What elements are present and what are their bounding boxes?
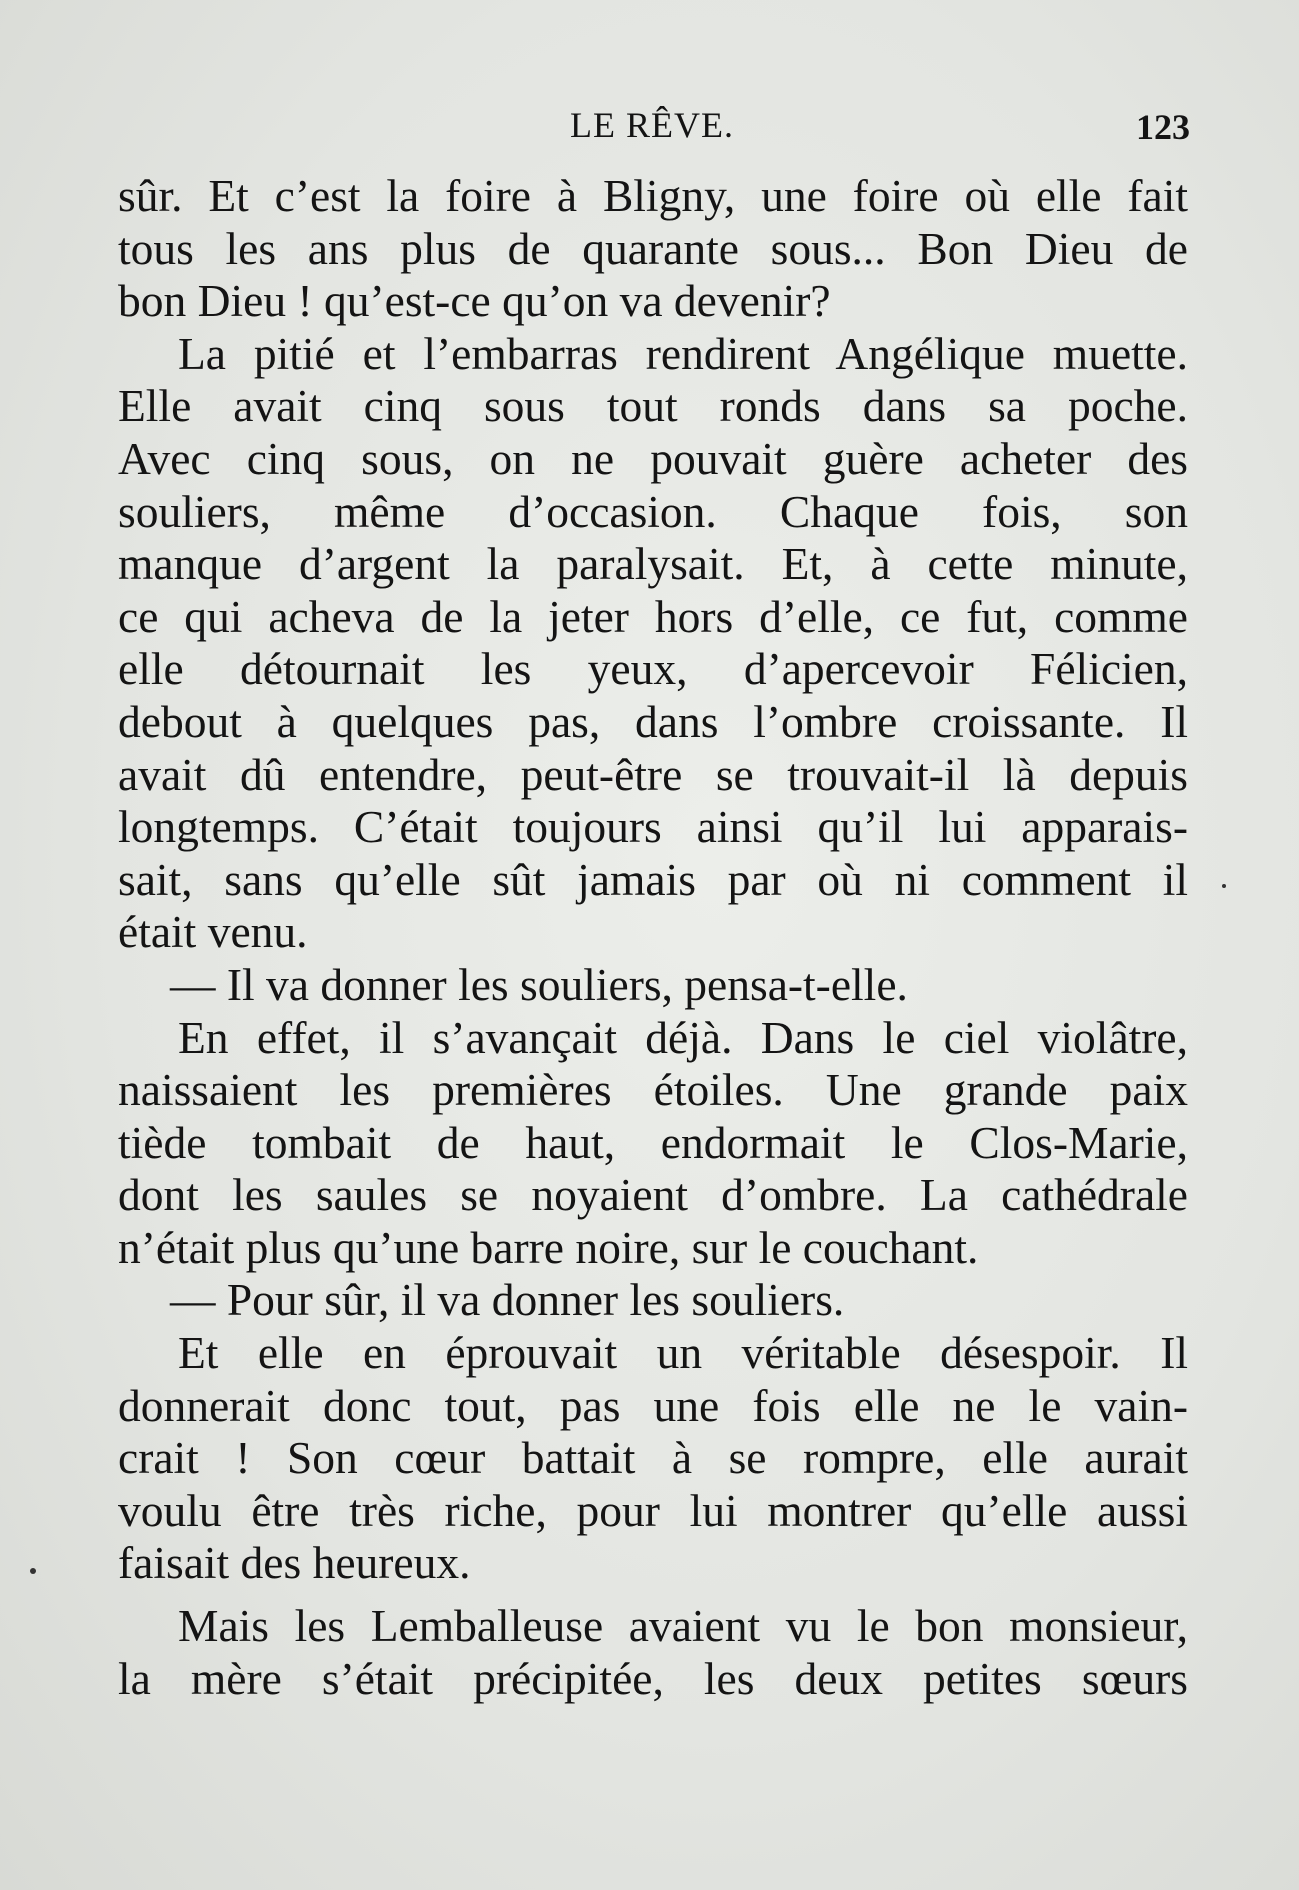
text-line: — Pour sûr, il va donner les souliers.: [170, 1274, 845, 1326]
text-line: n’était plus qu’une barre noire, sur le couchant.: [118, 1221, 979, 1273]
paragraph-gap: [118, 1590, 1188, 1600]
paper-speck: [30, 1568, 36, 1574]
text-line: tous les ans plus de quarante sous... Bon Dieu de: [118, 222, 1188, 274]
text-line: naissaient les premières étoiles. Une grande paix: [118, 1064, 1188, 1116]
paper-speck: [1222, 884, 1226, 888]
text-line: ce qui acheva de la jeter hors d’elle, ce fut, comme: [118, 590, 1188, 642]
page-header: [130, 104, 1190, 154]
text-line: voulu être très riche, pour lui montrer qu’elle aussi: [118, 1484, 1188, 1536]
text-line: souliers, même d’occasion. Chaque fois, son: [118, 485, 1188, 537]
text-line: debout à quelques pas, dans l’ombre croissante. Il: [118, 695, 1188, 747]
running-title: LE RÊVE.: [570, 105, 734, 145]
text-line: tiède tombait de haut, endormait le Clos-Marie,: [118, 1116, 1188, 1168]
page-number: 123: [1136, 107, 1190, 147]
text-line: — Il va donner les souliers, pensa-t-elle.: [170, 958, 908, 1010]
text-line: crait ! Son cœur battait à se rompre, elle aurait: [118, 1432, 1188, 1484]
text-line: manque d’argent la paralysait. Et, à cette minute,: [118, 538, 1188, 590]
text-line: Et elle en éprouvait un véritable désespoir. Il: [178, 1327, 1188, 1379]
text-line: sait, sans qu’elle sût jamais par où ni comment il: [118, 853, 1188, 905]
text-line: elle détournait les yeux, d’apercevoir Félicien,: [118, 643, 1188, 695]
text-line: bon Dieu ! qu’est-ce qu’on va devenir?: [118, 275, 831, 327]
text-line: La pitié et l’embarras rendirent Angélique muette.: [178, 327, 1188, 379]
text-line: donnerait donc tout, pas une fois elle ne le vain-: [118, 1379, 1188, 1431]
text-line: la mère s’était précipitée, les deux petites sœurs: [118, 1652, 1188, 1704]
text-line: dont les saules se noyaient d’ombre. La cathédrale: [118, 1169, 1188, 1221]
body-text: [118, 170, 1188, 1705]
text-line: avait dû entendre, peut-être se trouvait-il là depuis: [118, 748, 1188, 800]
text-line: sûr. Et c’est la foire à Bligny, une foire où elle fait: [118, 170, 1188, 221]
text-line: En effet, il s’avançait déjà. Dans le ciel violâtre,: [178, 1011, 1188, 1063]
text-line: Avec cinq sous, on ne pouvait guère acheter des: [118, 432, 1188, 484]
text-line: longtemps. C’était toujours ainsi qu’il lui apparais-: [118, 801, 1188, 853]
text-line: faisait des heureux.: [118, 1537, 471, 1589]
text-line: était venu.: [118, 906, 308, 958]
text-line: Mais les Lemballeuse avaient vu le bon monsieur,: [178, 1600, 1188, 1652]
text-line: Elle avait cinq sous tout ronds dans sa poche.: [118, 380, 1188, 432]
